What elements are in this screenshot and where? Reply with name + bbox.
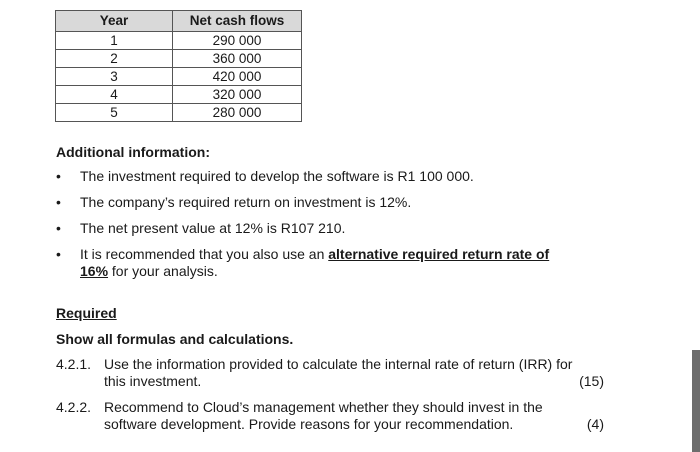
bullet-text-post: for your analysis. [108, 263, 218, 279]
cash-flow-cell: 360 000 [173, 50, 302, 68]
table-row [56, 50, 302, 68]
table-row [56, 86, 302, 104]
question-number: 4.2.2. [56, 399, 92, 415]
year-cell: 5 [56, 104, 173, 122]
year-header: Year [56, 11, 173, 32]
year-cell: 1 [56, 32, 173, 50]
year-cell: 4 [56, 86, 173, 104]
emphasis-rate: 16% [80, 263, 109, 279]
bullet-text: The investment required to develop the software is R1 100 000. [80, 168, 474, 184]
bullet-text: The net present value at 12% is R107 210. [80, 220, 346, 236]
list-item [56, 220, 616, 237]
bullet-text: The company’s required return on investment is 12%. [80, 194, 412, 210]
cash-flow-cell: 320 000 [173, 86, 302, 104]
bullet-icon: • [56, 194, 61, 210]
question-marks: (15) [579, 373, 604, 389]
required-heading: Required [56, 305, 117, 321]
question-marks: (4) [586, 416, 604, 432]
list-item [56, 168, 616, 185]
bullet-icon: • [56, 246, 61, 262]
list-item [56, 246, 616, 280]
net-cash-flows-header: Net cash flows [173, 11, 302, 32]
question-text: Use the information provided to calculate the internal rate of return (IRR) for this investment. [104, 356, 573, 389]
bullet-icon: • [56, 220, 61, 236]
cash-flow-cell: 280 000 [173, 104, 302, 122]
table-header-row [56, 11, 302, 32]
question-number: 4.2.1. [56, 356, 92, 372]
table-row [56, 68, 302, 86]
question-4-2-2 [56, 399, 616, 435]
instruction-text: Show all formulas and calculations. [56, 331, 294, 347]
emphasis-text: alternative required return rate of [328, 246, 550, 262]
year-cell: 3 [56, 68, 173, 86]
table-row [56, 104, 302, 122]
question-text: Recommend to Cloud’s management whether they should invest in the software development. Provide reasons for your recommendation. [104, 399, 543, 432]
additional-info-list [56, 168, 616, 280]
question-4-2-1 [56, 356, 616, 392]
bullet-text-pre: It is recommended that you also use an [80, 246, 329, 262]
bullet-icon: • [56, 168, 61, 184]
additional-info-heading: Additional information: [56, 144, 210, 160]
list-item [56, 194, 616, 211]
table-row [56, 32, 302, 50]
page-edge-shadow [692, 350, 700, 452]
cash-flow-cell: 420 000 [173, 68, 302, 86]
year-cell: 2 [56, 50, 173, 68]
cash-flow-table [55, 10, 302, 122]
cash-flow-cell: 290 000 [173, 32, 302, 50]
